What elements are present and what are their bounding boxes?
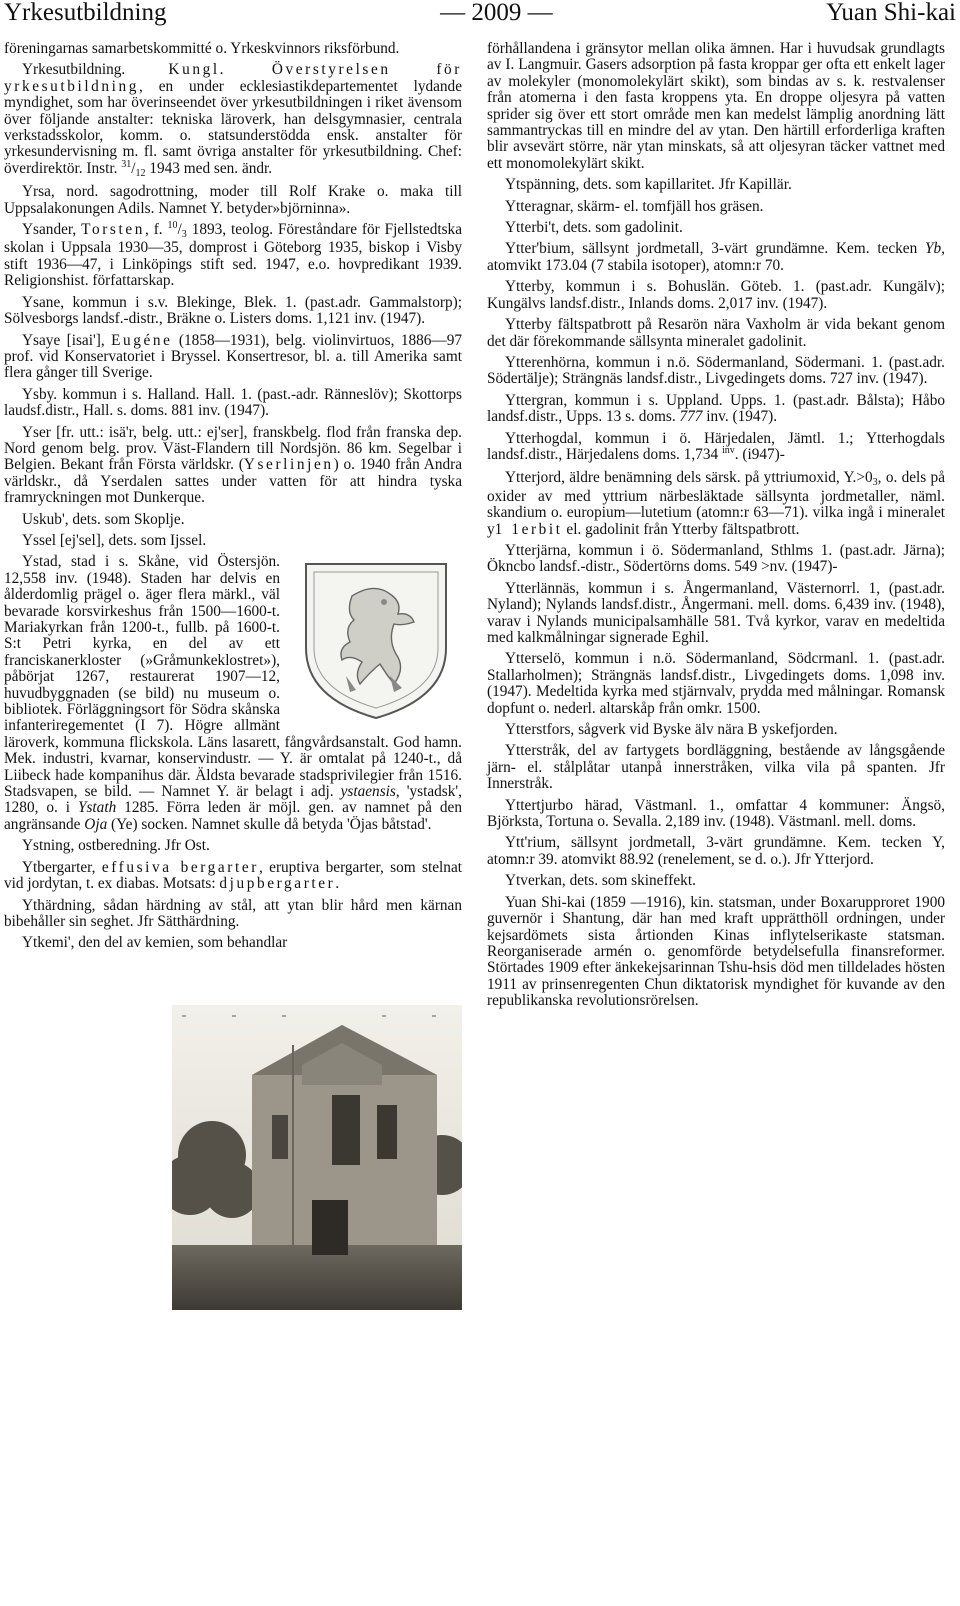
header-left-keyword: Yrkesutbildning [4, 0, 167, 26]
entry-ysaye: Ysaye [isai'], Eugéne (1858—1931), belg. violinvirtuos, 1886—97 prof. vid Konservatoriet i Bryssel. Konsertresor, bl. a. till Amerika samt flera gånger till Sverige. [4, 331, 463, 382]
ystad-coat-of-arms-image [290, 556, 462, 724]
entry-yser: Yser [fr. utt.: isä'r, belg. utt.: ej'ser], franskbelg. flod från franska dep. Nord genom belg. prov. Väst-Flandern till Nordsjön. 86 km. Segelbar i Belgien. Bekant från Första världskr. (Yserlinjen) o. 1940 från Andra världskr., då Yserdalen sattes under vatten för att hindra tyska framryckningen mot Dunkerque. [4, 423, 463, 507]
entry-ytterbium: Ytter'bium, sällsynt jordmetall, 3-värt grundämne. Kem. tecken Yb, atomvikt 173.04 (7 stabila isotoper), atomn:r 70. [487, 240, 945, 274]
entry-ytkemi: Ytkemi', den del av kemien, som behandlar [22, 934, 288, 952]
entry-yssel: Yssel [ej'sel], dets. som Ijssel. [22, 531, 207, 549]
entry-ytbergarter: Ytbergarter, effusiva bergarter, eruptiva bergarter, som stelnat vid jordytan, t. ex diabas. Motsats: djupbergarter. [4, 858, 462, 893]
entry-yuan-shi-kai: Yuan Shi-kai (1859 —1916), kin. statsman, under Boxarupproret 1900 guvernör i Shantung, där han med kraft upprätthöll ordningen, under kejsardömets sista årtionden Kinas inflytelserikaste statsman. Reorganiserade armén o. genomförde betydelsefulla finansreformer. Störtades 1909 efter änkekejsarinnan Tshu-hsis död men tilldelades hösten 1911 av prinsenregenten Chun diktatorisk myndighet för kuvande av den republikanska revolutionsrörelsen. [487, 893, 945, 1010]
entry-ytterjarna: Ytterjärna, kommun i ö. Södermanland, Sthlms 1. (past.adr. Järna); Ökncbo landsf.-distr., Södertörns doms. 549 >nv. (1947)- [487, 541, 945, 576]
entry-ytterstfors: Ytterstfors, sågverk vid Byske älv nära B yskefjorden. [505, 721, 838, 739]
entry-ytterby: Ytterby, kommun i s. Bohuslän. Göteb. 1. (past.adr. Kungälv); Kungälvs landsf.distr., Inlands doms. 2,017 inv. (1947). [487, 278, 945, 312]
entry-yttertjurbo: Yttertjurbo härad, Västmanl. 1., omfattar 4 kommuner: Ängsö, Björksta, Tortuna o. Sevalla. 2,189 inv. (1948). Västmanl. mell. doms. [487, 796, 945, 831]
entry-ytterhogdal: Ytterhogdal, kommun i ö. Härjedalen, Jämtl. 1.; Ytterhogdals landsf.distr., Härjedalens doms. 1,734 $^{inv}$. (i947)- [487, 429, 945, 463]
entry-ystning: Ystning, ostberedning. Jfr Ost. [22, 837, 210, 855]
entry-yrsa: Yrsa, nord. sagodrottning, moder till Rolf Krake o. maka till Uppsalakonungen Adils. Namnet Y. betyder»björninna». [4, 183, 462, 217]
ystad-church-photo [172, 1005, 462, 1310]
right-column [487, 41, 945, 1015]
entry-yrkesutbildning: Yrkesutbildning. Kungl. Överstyrelsen för yrkesutbildning, en under ecklesiastikdepartementet lydande myndighet, som har överinseendet över yrkesutbildningen i riket ävensom över följande anstalter: tekniska läroverk, han delsgymnasier, centrala verkstadsskolor, komm. o. statsunderstödda ensk. anstalter för yrkesundervisning m. fl. samt övriga anstalter för yrkesutbildning. Chef: överdirektör. Instr. $^{31}$/12 1943 med sen. ändr. [4, 61, 463, 179]
church-photo-image [172, 1005, 462, 1310]
entry-ytterselo: Ytterselö, kommun i n.ö. Södermanland, Södcrmanl. 1. (past.adr. Stallarholmen); Strängnäs landsf.distr., Livgedingets doms. 1,098 inv. (1947). Medeltida kyrka med stjärnvalv, prydda med målningar. Romansk dopfunt o. nederl. altarskåp från omkr. 1500. [487, 650, 945, 717]
entry-ystad-block [4, 554, 462, 833]
entry-ysby: Ysby. kommun i s. Halland. Hall. 1. (past.-adr. Ränneslöv); Skottorps laudsf.distr., Hall. s. doms. 881 inv. (1947). [4, 385, 462, 420]
entry-ytterstrak: Ytterstråk, del av fartygets bordläggning, bestående av långsgående järn- el. stålplåtar utanpå innerstråken, vilka vila på spanten. Jfr Innerstråk. [487, 742, 945, 793]
entry-ytkemi-cont: förhållandena i gränsytor mellan olika ämnen. Har i huvudsak grundlagts av I. Langmuir. Gasers adsorption på fasta kroppar ger ofta ett enkelt lager av molekyler (monomolekylärt skikt), som bindas av s. k. restvalenser från atomerna i den fasta kroppens yta. En droppe oljesyra på vatten sprider sig över ett stort område men kan medelst lämplig anordning lätt sammantryckas till en mindre del av ytan. Den härtill erforderliga kraften blir avsevärt större, när ytan minskats, så att oljesyran täcker vattnet med ett monomolekylärt skikt. [487, 40, 945, 172]
entry-ytteragnar: Ytteragnar, skärm- el. tomfjäll hos gräsen. [505, 197, 764, 215]
entry-ysander: Ysander, Torsten, f. $^{10}$/3 1893, teolog. Föreståndare för Fjellstedtska skolan i Uppsala 1930—35, domprost i Göteborg 1935, biskop i Visby stift 1936—47, i Linköpings stift sed. 1947, e.o. hovpredikant 1939. Religionshist. författarskap. [4, 220, 462, 290]
entry-ythardning: Ythärdning, sådan härdning av stål, att ytan blir hård men kärnan bibehåller sin seghet. Jfr Sätthärdning. [4, 896, 462, 930]
entry-ytspanning: Ytspänning, dets. som kapillaritet. Jfr Kapillär. [505, 176, 792, 194]
entry-ytverkan: Ytverkan, dets. som skineffekt. [505, 872, 696, 890]
entry-ytterbit: Ytterbi't, dets. som gadolinit. [505, 219, 683, 237]
left-column [4, 41, 462, 957]
page-header [4, 0, 956, 30]
entry-uskub: Uskub', dets. som Skoplje. [22, 510, 185, 528]
entry-yttrium: Ytt'rium, sällsynt jordmetall, 3-värt grundämne. Kem. tecken Y, atomn:r 39. atomvikt 88.92 (renelement, se d. o.). Jfr Ytterjord. [487, 834, 945, 868]
page-number: — 2009 — [440, 0, 553, 26]
entry-ytterjord: Ytterjord, äldre benämning dels särsk. på yttriumoxid, Y.>03, o. dels på oxider av med yttrium närbesläktade sällsynta jordmetaller, näml. skandium o. europium—lutetium (atomn:r 63—71). vilka ingå i mineralet y1 1erbit el. gadolinit från Ytterby fältspatbrott. [487, 469, 945, 538]
entry-ytterby-faltspatbrott: Ytterby fältspatbrott på Resarön nära Vaxholm är vida bekant genom det där förekommande sällsynta mineralet gadolinit. [487, 316, 945, 350]
entry-text: föreningarnas samarbetskommitté o. Yrkeskvinnors riksförbund. [4, 40, 400, 57]
header-right-keyword: Yuan Shi-kai [826, 0, 956, 26]
entry-yttergran: Yttergran, kommun i s. Uppland. Upps. 1. (past.adr. Bålsta); Håbo landsf.distr., Upps. 13 s. doms. 777 inv. (1947). [487, 391, 945, 426]
entry-ysane: Ysane, kommun i s.v. Blekinge, Blek. 1. (past.adr. Gammalstorp); Sölvesborgs landsf.-distr., Bräkne o. Listers doms. 1,121 inv. (1947). [4, 293, 462, 328]
coat-of-arms-icon [290, 556, 462, 724]
entry-ytterlannas: Ytterlännäs, kommun i s. Ångermanland, Västernorrl. 1, (past.adr. Nyland); Nylands landsf.distr., Ångermani. mell. doms. 6,439 inv. (1948), varav i Nylands municipalsamhälle 581. Två kyrkor, varav en medeltida med kalkmålningar signerade Eghil. [487, 579, 945, 646]
entry-ystad: Ystad, stad i s. Skåne, vid Östersjön. 12,558 inv. (1948). Staden har delvis en ålderdomlig prägel o. äger flera märkl., väl bevarade korsvirkeshus från 1500—1600-t. Mariakyrkan från 1200-t., fullb. på 1600-t. S:t Petri kyrka, en del av ett franciskanerkloster (»Gråmunkeklostret»), påbörjat 1267, restaurerat 1907—12, huvudbyggnaden (se bild) nu museum o. bibliotek. Förläggningsort för Södra skånska infanteriregementet (I 7). Högre allmänt läroverk, kommuna flickskola. Läns lasarett, fångvårdsanstalt. God hamn. Mek. industri, kvarnar, konservindustr. — Y. är omtalat på 1240-t., då Liibeck hade kompanihus där. Äldsta bevarade stadsprivilegier från 1516. Stadsvapen, se bild. — Namnet Y. är belagt i adj. ystaensis, 'ystadsk', 1280, o. i Ystath 1285. Förra leden är möjl. gen. av namnet på den angränsande Oja (Ye) socken. Namnet skulle då betyda 'Öjas båtstad'. [4, 553, 462, 833]
entry-ytterenhorna: Ytterenhörna, kommun i n.ö. Södermanland, Södermani. 1. (past.adr. Södertälje); Strängnäs landsf.distr., Livgedingets doms. 727 inv. (1947). [487, 353, 945, 388]
